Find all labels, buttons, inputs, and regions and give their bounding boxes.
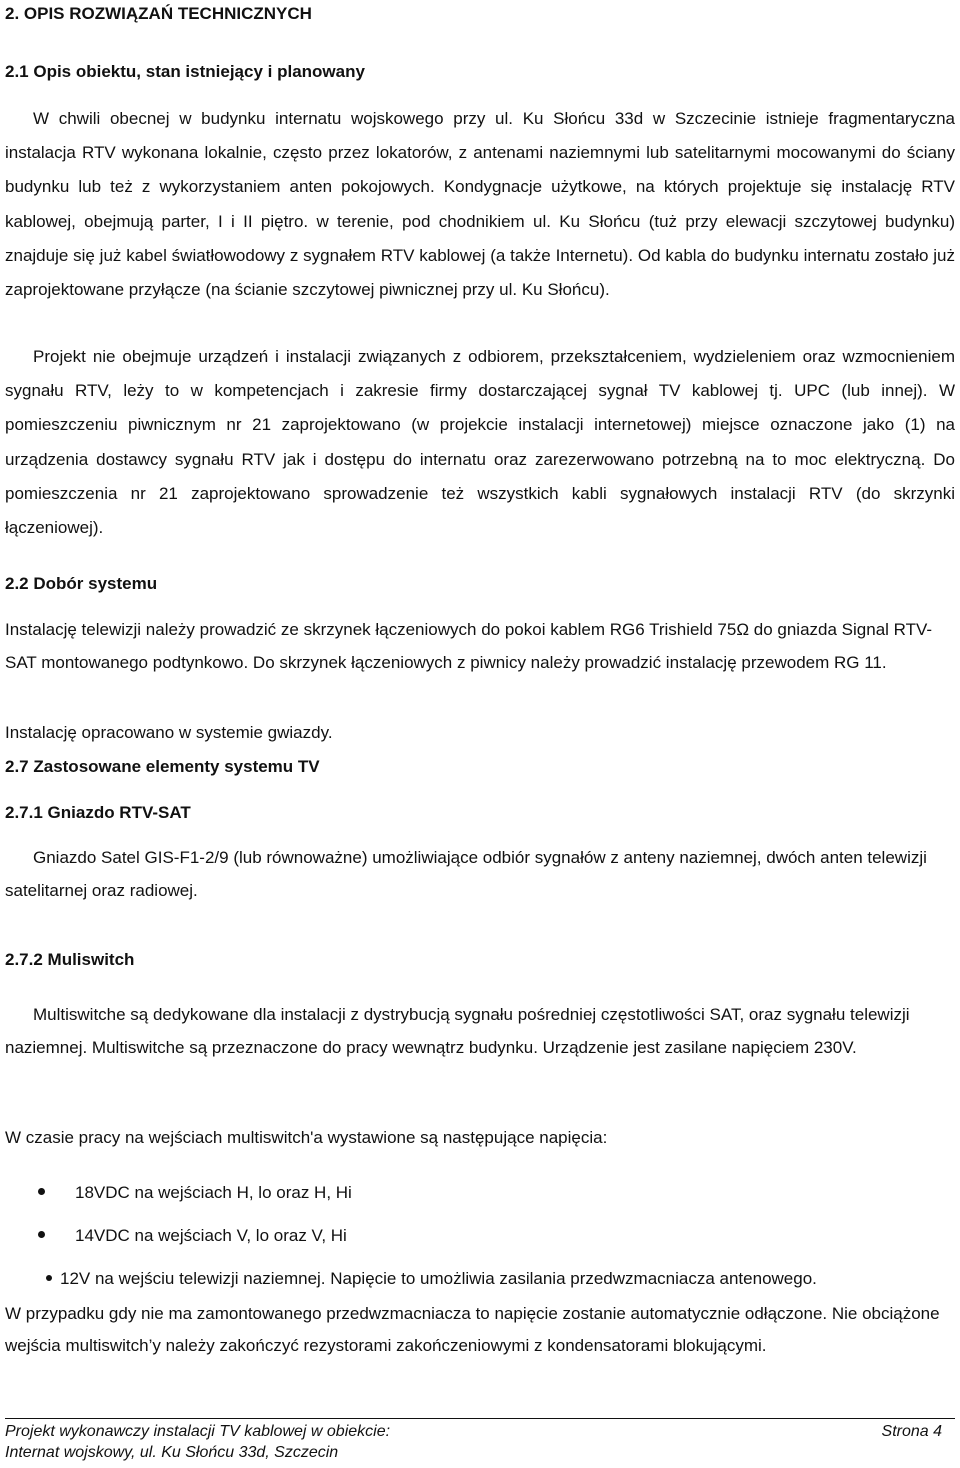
heading-2-7-2: 2.7.2 Muliswitch: [5, 950, 135, 969]
footer-address: Internat wojskowy, ul. Ku Słońcu 33d, Szczecin: [5, 1444, 339, 1461]
heading-2-1: 2.1 Opis obiektu, stan istniejący i planowany: [5, 62, 365, 81]
bullet-item-12v: 12V na wejściu telewizji naziemnej. Napięcie to umożliwia zasilania przedwzmacniacza antenowego.: [46, 1269, 817, 1289]
bullet-icon: [46, 1275, 52, 1281]
paragraph-project-scope: Projekt nie obejmuje urządzeń i instalacji związanych z odbiorem, przekształceniem, wydzieleniem oraz wzmocnieniem sygnału RTV, leży to w kompetencjach i zakresie firmy dostarczającej sygnał TV kablowej tj. UPC (lub innej). W pomieszczeniu piwnicznym nr 21 zaprojektowano (w projekcie instalacji internetowej) miejsce oznaczone jako (1) na urządzenia dostawcy sygnału RTV jak i dostępu do internatu oraz zarezerwowano potrzebną na to moc elektryczną. Do pomieszczenia nr 21 zaprojektowano sprowadzenie też wszystkich kabli sygnałowych instalacji RTV (do skrzynki łączeniowej).: [5, 347, 955, 538]
paragraph-installation: Instalację telewizji należy prowadzić ze skrzynek łączeniowych do pokoi kablem RG6 Trishield 75Ω do gniazda Signal RTV-SAT montowanego podtynkowo. Do skrzynek łączeniowych z piwnicy należy prowadzić instalację przewodem RG 11.: [5, 620, 933, 672]
paragraph-object-description: W chwili obecnej w budynku internatu wojskowego przy ul. Ku Słońcu 33d w Szczecinie istnieje fragmentaryczna instalacja RTV wykonana lokalnie, często przez lokatorów, z antenami naziemnymi lub satelitarnymi mocowanymi do ściany budynku lub też z wykorzystaniem anten pokojowych. Kondygnacje użytkowe, na których projektuje się instalację RTV kablowej, obejmują parter, I i II piętro. w terenie, pod chodnikiem ul. Ku Słońcu (tuż przy elewacji szczytowej budynku) znajduje się już kabel światłowodowy z sygnałem RTV kablowej (a także Internetu). Od kabla do budynku internatu zostało już zaprojektowane przyłącze (na ścianie szczytowej piwnicznej przy ul. Ku Słońcu).: [5, 109, 955, 300]
paragraph-voltages-intro: W czasie pracy na wejściach multiswitch'a wystawione są następujące napięcia:: [5, 1128, 608, 1147]
paragraph-star-system: Instalację opracowano w systemie gwiazdy.: [5, 723, 333, 742]
bullet-item-18vdc: 18VDC na wejściach H, lo oraz H, Hi: [38, 1183, 352, 1203]
heading-2-7: 2.7 Zastosowane elementy systemu TV: [5, 757, 320, 776]
bullet-icon: [38, 1188, 45, 1195]
footer-divider: [5, 1418, 955, 1419]
heading-section-2: 2. OPIS ROZWIĄZAŃ TECHNICZNYCH: [5, 4, 312, 23]
footer-project-title: Projekt wykonawczy instalacji TV kablowej w obiekcie:: [5, 1423, 391, 1440]
bullet-item-14vdc: 14VDC na wejściach V, lo oraz V, Hi: [38, 1226, 347, 1246]
heading-2-2: 2.2 Dobór systemu: [5, 574, 158, 593]
footer-page-number: Strona 4: [881, 1423, 942, 1440]
heading-2-7-1: 2.7.1 Gniazdo RTV-SAT: [5, 803, 191, 822]
paragraph-preamplifier: W przypadku gdy nie ma zamontowanego przedwzmacniacza to napięcie zostanie automatycznie odłączone. Nie obciążone wejścia multiswitch’y należy zakończyć rezystorami zakończeniowymi z kondensatorami blokującymi.: [5, 1304, 940, 1355]
bullet-icon: [38, 1231, 45, 1238]
paragraph-multiswitch: Multiswitche są dedykowane dla instalacji z dystrybucją sygnału pośredniej częstotliwości SAT, oraz sygnału telewizji naziemnej. Multiswitche są przeznaczone do pracy wewnątrz budynku. Urządzenie jest zasilane napięciem 230V.: [5, 1005, 910, 1057]
paragraph-socket: Gniazdo Satel GIS-F1-2/9 (lub równoważne) umożliwiające odbiór sygnałów z anteny naziemnej, dwóch anten telewizji satelitarnej oraz radiowej.: [5, 848, 927, 900]
